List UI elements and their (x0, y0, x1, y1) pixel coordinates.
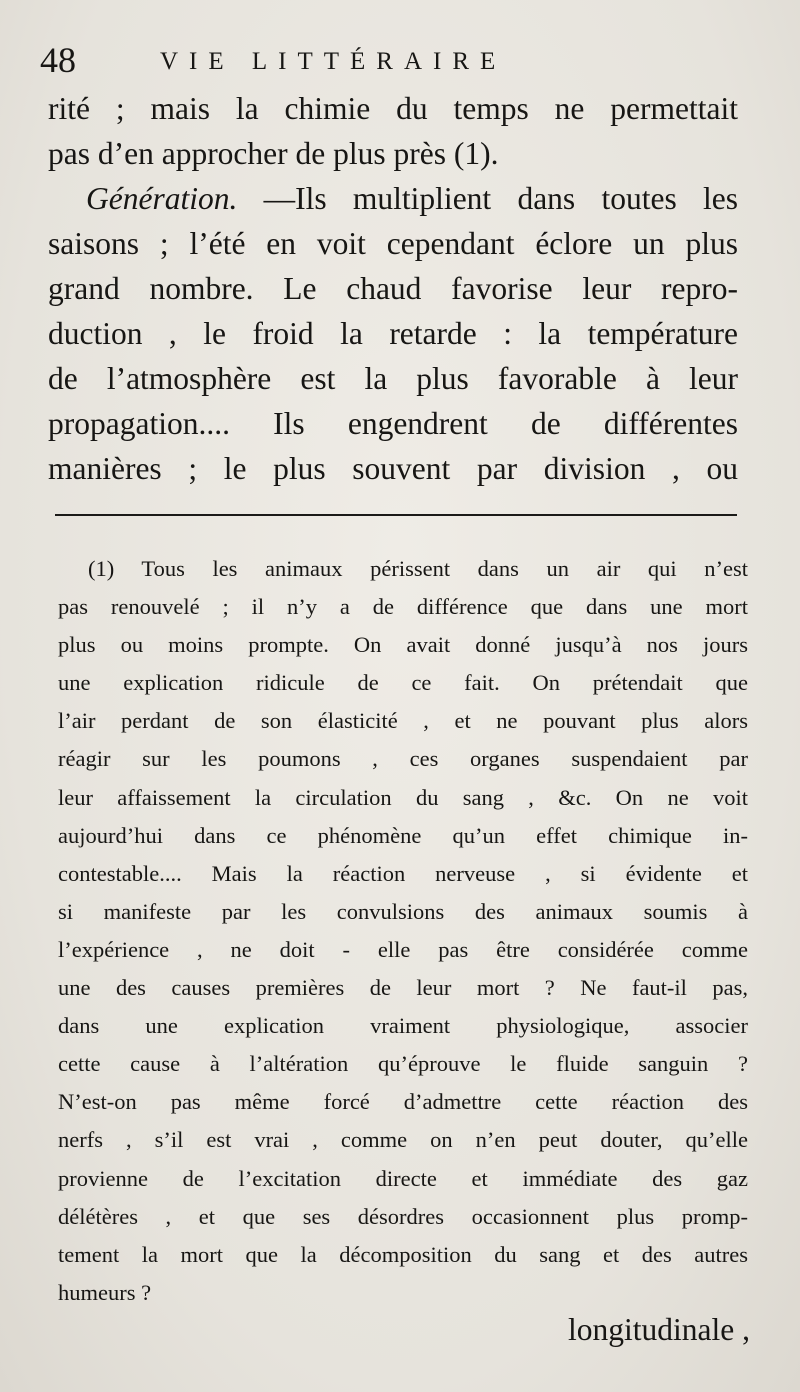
page-number: 48 (40, 40, 76, 80)
footnote-line: l’expérience , ne doit - elle pas être considérée comme (58, 936, 748, 962)
body-line: pas d’en approcher de plus près (1). (48, 136, 499, 171)
body-line: saisons ; l’été en voit cependant éclore un plus (48, 226, 738, 261)
page-header (40, 38, 740, 82)
body-line: duction , le froid la retarde : la température (48, 316, 738, 351)
footnote-line: humeurs ? (58, 1279, 152, 1305)
catchword: longitudinale , (568, 1312, 750, 1347)
footnote-line: aujourd’hui dans ce phénomène qu’un effet chimique in- (58, 822, 748, 848)
body-line: propagation.... Ils engendrent de différentes (48, 406, 738, 441)
footnote-line: réagir sur les poumons , ces organes suspendaient par (58, 746, 748, 772)
footnote-line: une des causes premières de leur mort ? Ne faut-il pas, (58, 975, 748, 1001)
footnote-line: une explication ridicule de ce fait. On prétendait que (58, 670, 748, 696)
footnote-line: pas renouvelé ; il n’y a de différence que dans une mort (58, 594, 748, 620)
body-line: grand nombre. Le chaud favorise leur repro- (48, 271, 738, 306)
footnote-line: nerfs , s’il est vrai , comme on n’en peut douter, qu’elle (58, 1127, 748, 1153)
footnote-line: leur affaissement la circulation du sang , &c. On ne voit (58, 784, 748, 810)
footnote (58, 550, 748, 1312)
footnote-line: délétères , et que ses désordres occasionnent plus promp- (58, 1203, 748, 1229)
footnote-separator-rule (55, 514, 737, 516)
footnote-line: provienne de l’excitation directe et immédiate des gaz (58, 1165, 748, 1191)
body-line: de l’atmosphère est la plus favorable à leur (48, 361, 738, 396)
footnote-line: si manifeste par les convulsions des animaux soumis à (58, 898, 748, 924)
footnote-line: (1) Tous les animaux périssent dans un air qui n’est (88, 556, 748, 581)
section-term: Génération. (86, 181, 238, 216)
footnote-line: N’est-on pas même forcé d’admettre cette réaction des (58, 1089, 748, 1115)
footnote-line: plus ou moins prompte. On avait donné jusqu’à nos jours (58, 632, 748, 658)
body-line-text: —Ils multiplient dans toutes les (237, 181, 738, 216)
body-line: rité ; mais la chimie du temps ne permettait (48, 91, 738, 126)
footnote-line: l’air perdant de son élasticité , et ne pouvant plus alors (58, 708, 748, 734)
footnote-line: cette cause à l’altération qu’éprouve le fluide sanguin ? (58, 1051, 748, 1077)
footnote-line: tement la mort que la décomposition du sang et des autres (58, 1241, 748, 1267)
running-head: VIE LITTÉRAIRE (160, 48, 507, 75)
footnote-line: contestable.... Mais la réaction nerveuse , si évidente et (58, 860, 748, 886)
main-text (48, 86, 738, 491)
body-line: manières ; le plus souvent par division , ou (48, 451, 738, 486)
body-line-generation (48, 176, 738, 221)
footnote-line: dans une explication vraiment physiologique, associer (58, 1013, 748, 1039)
